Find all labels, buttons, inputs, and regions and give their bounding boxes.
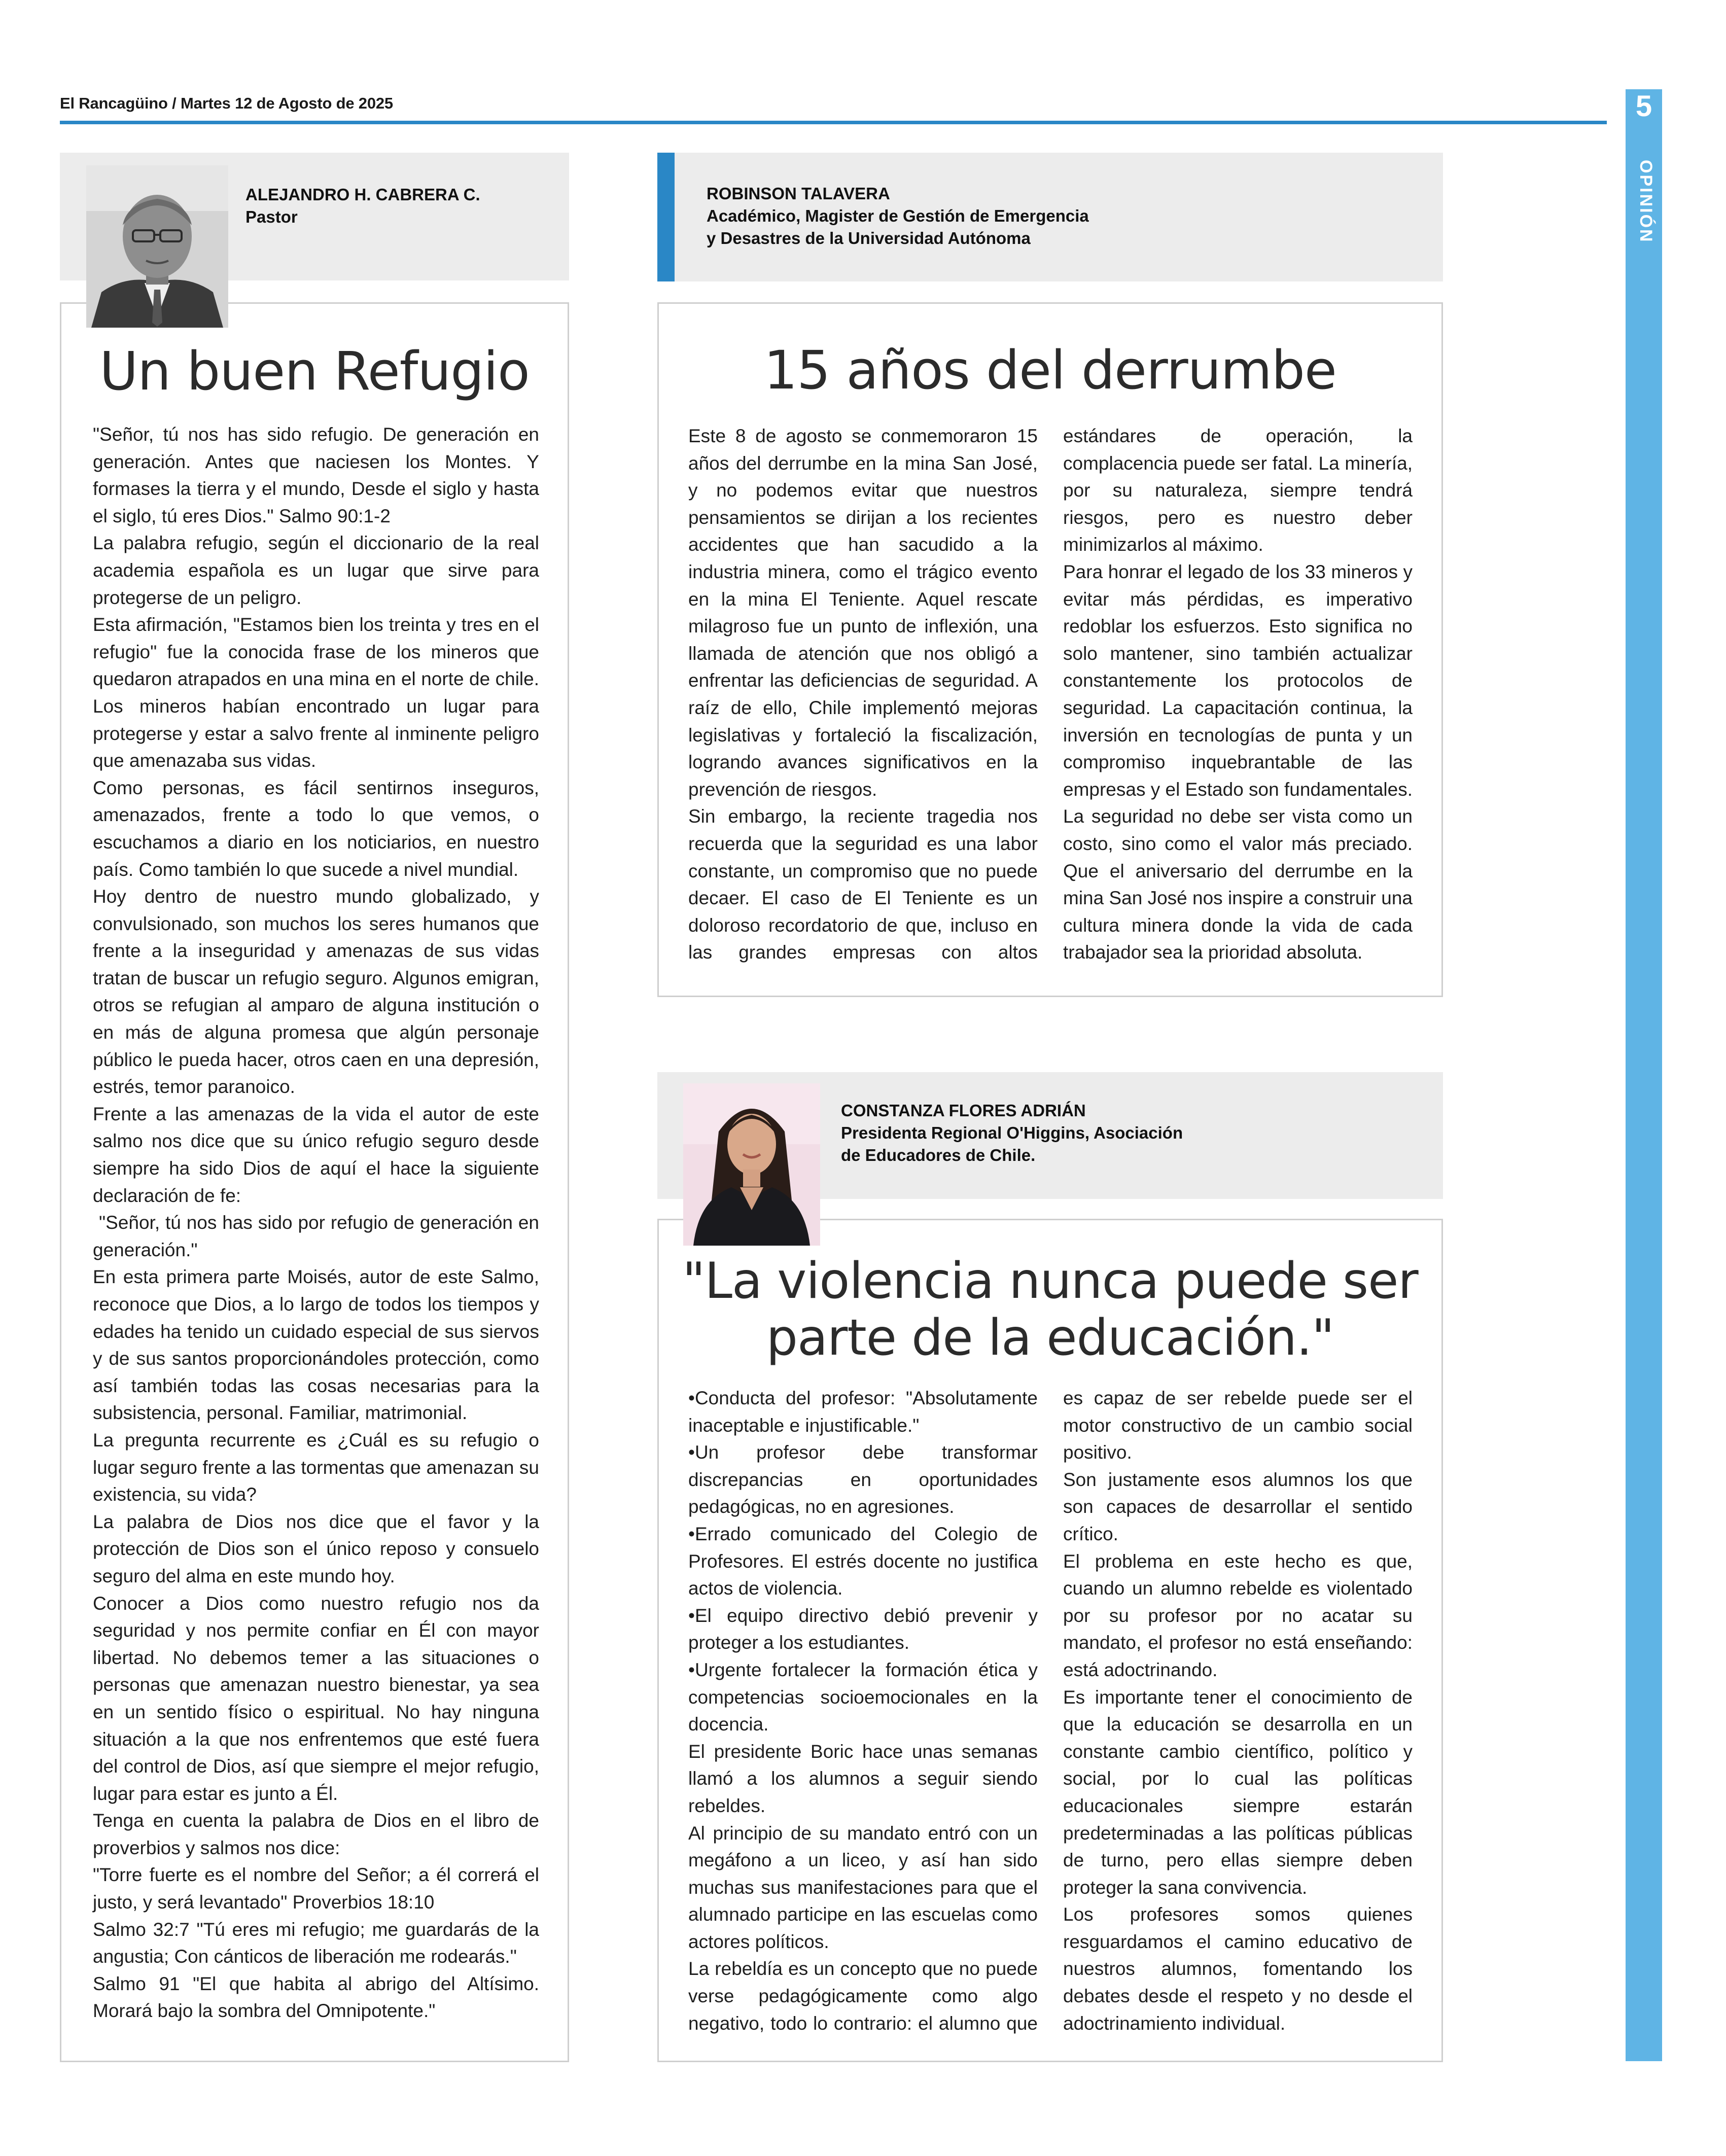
article1-paragraph: "Señor, tú nos has sido por refugio de generación en generación." xyxy=(93,1212,539,1260)
article1-paragraph: La palabra refugio, según el diccionario de la real academia española es un lugar que sirve para protegerse de un peligro. xyxy=(93,533,539,608)
article1-author-role: Pastor xyxy=(245,207,298,226)
article3-paragraph: Son justamente esos alumnos los que son capaces de desarrollar el sentido crítico. xyxy=(1063,1469,1413,1544)
article3-body xyxy=(688,1385,1413,2049)
article1-paragraph: Como personas, es fácil sentirnos inseguros, amenazados, frente a todo lo que vemos, o escuchamos a diario en los noticiarios, en nuestro país. Como también lo que sucede a nivel mundial. xyxy=(93,777,539,880)
article2-paragraph: Para honrar el legado de los 33 mineros y evitar más pérdidas, es imperativo redoblar los esfuerzos. Esto significa no solo mantener, sino también actualizar constantemente los protocolos de seguridad. La capacitación continua, la inversión en tecnologías de punta y un compromiso inquebrantable de las empresas y el Estado son fundamentales. xyxy=(1063,561,1413,800)
article2-author-name: ROBINSON TALAVERA xyxy=(707,184,890,203)
article3-paragraph: El presidente Boric hace unas semanas llamó a los alumnos a seguir siendo rebeldes. xyxy=(688,1741,1038,1816)
article2-author-role: y Desastres de la Universidad Autónoma xyxy=(707,229,1031,248)
article3-paragraph: Los profesores somos quienes resguardamos el camino educativo de nuestros alumnos, fomentando los debates desde el respeto y no desde el adoctrinamiento individual. xyxy=(1063,1904,1413,2034)
article2-title: 15 años del derrumbe xyxy=(764,339,1336,401)
article3-author-role: Presidenta Regional O'Higgins, Asociación xyxy=(841,1123,1183,1142)
article1-paragraph: Salmo 91 "El que habita al abrigo del Altísimo. Morará bajo la sombra del Omnipotente." xyxy=(93,1973,539,2022)
article1-author-name: ALEJANDRO H. CABRERA C. xyxy=(245,185,480,204)
article3-bullet: •El equipo directivo debió prevenir y proteger a los estudiantes. xyxy=(688,1605,1038,1653)
article1-paragraph: Tenga en cuenta la palabra de Dios en el libro de proverbios y salmos nos dice: xyxy=(93,1810,539,1858)
article3-title xyxy=(657,1253,1443,1366)
section-label: OPINIÓN xyxy=(1636,160,1655,243)
article2-paragraph: Este 8 de agosto se conmemoraron 15 años del derrumbe en la mina San José, y no podemos evitar que nuestros pensamientos se dirijan a los recientes accidentes que han sacudido a la industria minera, como el trágico evento en la mina El Teniente. Aquel rescate milagroso fue un punto de inflexión, una llamada de atención que nos obligó a enfrentar las deficiencias de seguridad. A raíz de ello, Chile implementó mejoras legislativas y fortaleció la fiscalización, logrando avances significativos en la prevención de riesgos. xyxy=(688,426,1038,800)
article1-paragraph: La palabra de Dios nos dice que el favor y la protección de Dios son el único reposo y consuelo seguro del alma en este mundo hoy. xyxy=(93,1511,539,1586)
article3-title-line: parte de la educación." xyxy=(766,1309,1334,1367)
article1-paragraph: "Señor, tú nos has sido refugio. De generación en generación. Antes que naciesen los Montes. Y formases la tierra y el mundo, Desde el siglo y hasta el siglo, tú eres Dios." Salmo 90:1-2 xyxy=(93,424,539,526)
article1-paragraph: "Torre fuerte es el nombre del Señor; a él correrá el justo, y será levantado" Proverbios 18:10 xyxy=(93,1864,539,1913)
article3-byline xyxy=(841,1100,1183,1167)
article3-paragraph: Al principio de su mandato entró con un megáfono a un liceo, y así han sido muchas sus manifestaciones para que el alumnado participe en las escuelas como actores políticos. xyxy=(688,1822,1038,1952)
header-rule xyxy=(60,121,1607,124)
article1-paragraph: Esta afirmación, "Estamos bien los treinta y tres en el refugio" fue la conocida frase de los mineros que quedaron atrapados en una mina en el norte de chile. Los mineros habían encontrado un lugar para protegerse y estar a salvo frente al inminente peligro que amenazaba sus vidas. xyxy=(93,614,539,771)
article3-paragraph: Es importante tener el conocimiento de que la educación se desarrolla en un constante cambio científico, político y social, por lo cual las políticas educacionales siempre estarán predeterminadas a las políticas públicas de turno, pero ellas siempre deben proteger la sana convivencia. xyxy=(1063,1686,1413,1898)
article2-body xyxy=(688,422,1413,978)
article3-title-line: "La violencia nunca puede ser xyxy=(682,1252,1418,1310)
article2-accent-bar xyxy=(657,153,675,281)
article3-bullet: •Un profesor debe transformar discrepancias en oportunidades pedagógicas, no en agresiones. xyxy=(688,1442,1038,1517)
article3-paragraph: La rebeldía es un concepto que no puede verse pedagógicamente como algo negativo, todo lo contrario: el alumno que es capaz de ser rebelde puede ser el motor constructivo de un cambio social positivo. xyxy=(688,1388,1413,2034)
article1-title: Un buen Refugio xyxy=(99,340,530,402)
article2-paragraph: Sin embargo, la reciente tragedia nos recuerda que la seguridad es una labor constante, un compromiso que no puede decaer. El caso de El Teniente es un doloroso recordatorio de que, incluso en las grandes empresas con altos estándares de operación, la complacencia puede ser fatal. La minería, por su naturaleza, siempre tendrá riesgos, pero es nuestro deber minimizarlos al máximo. xyxy=(688,426,1413,963)
article3-bullet: •Conducta del profesor: "Absolutamente inaceptable e injustificable." xyxy=(688,1388,1038,1436)
masthead: El Rancagüino / Martes 12 de Agosto de 2025 xyxy=(60,94,393,112)
article3-bullet: •Errado comunicado del Colegio de Profesores. El estrés docente no justifica actos de violencia. xyxy=(688,1523,1038,1599)
section-sidebar xyxy=(1626,89,1662,2061)
article2-author-role: Académico, Magister de Gestión de Emergencia xyxy=(707,206,1089,225)
article1-paragraph: En esta primera parte Moisés, autor de este Salmo, reconoce que Dios, a lo largo de todos los tiempos y edades ha tenido un cuidado especial de sus siervos y de sus santos proporcionándoles protección, como así también todas las cosas necesarias para la subsistencia, personal. Familiar, matrimonial. xyxy=(93,1266,539,1424)
article3-author-role: de Educadores de Chile. xyxy=(841,1146,1036,1164)
article2-paragraph: La seguridad no debe ser vista como un costo, sino como el valor más preciado. Que el aniversario del derrumbe en la mina San José nos inspire a construir una cultura minera donde la vida de cada trabajador sea la prioridad absoluta. xyxy=(1063,806,1413,963)
article3-paragraph: El problema en este hecho es que, cuando un alumno rebelde es violentado por su profesor por no acatar su mandato, el profesor no está enseñando: está adoctrinando. xyxy=(1063,1550,1413,1680)
article1-author-photo xyxy=(86,165,228,328)
article1-body xyxy=(93,421,539,2025)
article1-paragraph: Salmo 32:7 "Tú eres mi refugio; me guardarás de la angustia; Con cánticos de liberación me rodearás." xyxy=(93,1919,539,1967)
page-number: 5 xyxy=(1635,90,1652,123)
article2-byline xyxy=(707,183,1089,250)
article1-paragraph: La pregunta recurrente es ¿Cuál es su refugio o lugar seguro frente a las tormentas que amenazan su existencia, su vida? xyxy=(93,1429,539,1505)
article1-paragraph: Frente a las amenazas de la vida el autor de este salmo nos dice que su único refugio seguro desde siempre ha sido Dios de aquí el hace la siguiente declaración de fe: xyxy=(93,1103,539,1206)
article1-paragraph: Conocer a Dios como nuestro refugio nos da seguridad y nos permite confiar en Él con mayor libertad. No debemos temer a las situaciones o personas que amenazan nuestro bienestar, ya sea en un sentido físico o espiritual. No hay ninguna situación a la que nos enfrentemos que esté fuera del control de Dios, así que siempre el mejor refugio, lugar para estar es junto a Él. xyxy=(93,1593,539,1804)
article1-paragraph: Hoy dentro de nuestro mundo globalizado, y convulsionado, son muchos los seres humanos que frente a la inseguridad y amenazas de sus vidas tratan de buscar un refugio seguro. Algunos emigran, otros se refugian al amparo de alguna institución o en más de alguna promesa que algún personaje público le pueda hacer, otros caen en una depresión, estrés, temor paranoico. xyxy=(93,886,539,1098)
article1-byline xyxy=(245,184,480,228)
article3-bullet: •Urgente fortalecer la formación ética y competencias socioemocionales en la docencia. xyxy=(688,1659,1038,1735)
article3-author-name: CONSTANZA FLORES ADRIÁN xyxy=(841,1101,1086,1120)
article3-author-photo xyxy=(683,1083,820,1246)
